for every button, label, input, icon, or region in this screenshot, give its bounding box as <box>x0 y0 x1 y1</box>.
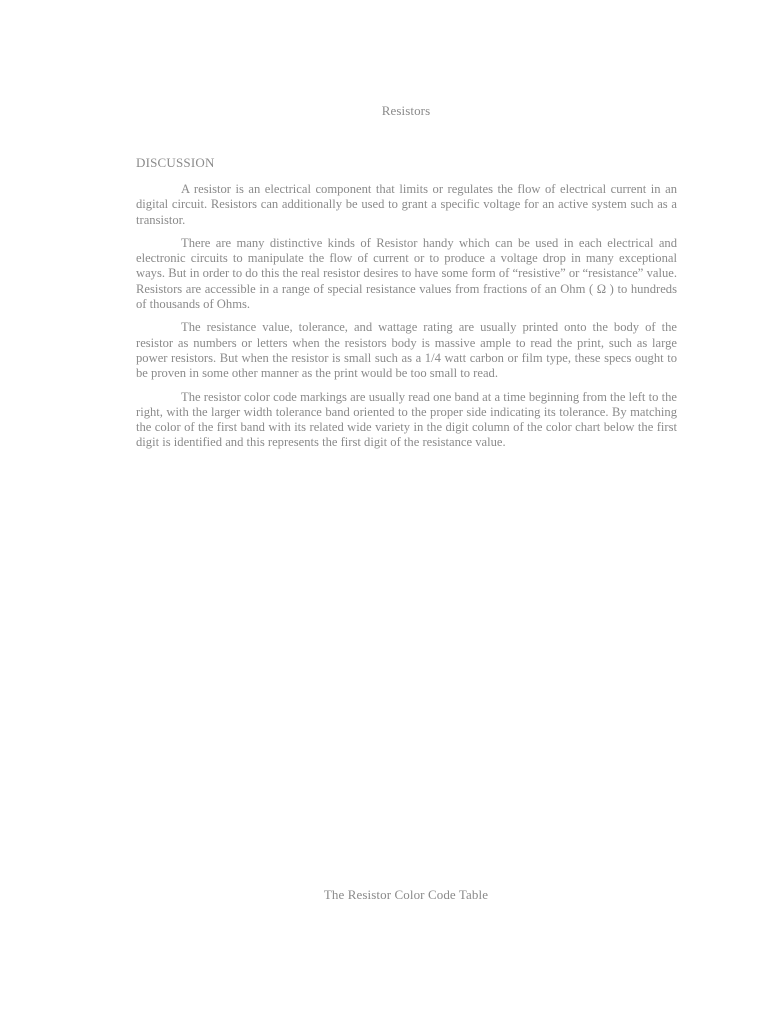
document-title: Resistors <box>381 103 431 118</box>
table-caption: The Resistor Color Code Table <box>323 887 489 902</box>
discussion-body <box>136 182 677 459</box>
paragraph: A resistor is an electrical component that limits or regulates the flow of electrical current in an digital circuit. Resistors can additionally be used to grant a specific voltage for an active system such as a transistor. <box>136 182 677 227</box>
section-heading: DISCUSSION <box>136 155 215 170</box>
paragraph: The resistor color code markings are usually read one band at a time beginning from the left to the right, with the larger width tolerance band oriented to the proper side indicating its tolerance. By matching the color of the first band with its related wide variety in the digit column of the color chart below the first digit is identified and this represents the first digit of the resistance value. <box>136 389 677 450</box>
paragraph: There are many distinctive kinds of Resistor handy which can be used in each electrical and electronic circuits to manipulate the flow of current or to produce a voltage drop in many exceptional ways. But in order to do this the real resistor desires to have some form of “resistive” or “resistance” value. Resistors are accessible in a range of special resistance values from fractions of an Ohm ( Ω ) to hundreds of thousands of Ohms. <box>136 235 677 312</box>
paragraph: The resistance value, tolerance, and wattage rating are usually printed onto the body of the resistor as numbers or letters when the resistors body is massive ample to read the print, such as large power resistors. But when the resistor is small such as a 1/4 watt carbon or film type, these specs ought to be proven in some other manner as the print would be too small to read. <box>136 320 677 381</box>
